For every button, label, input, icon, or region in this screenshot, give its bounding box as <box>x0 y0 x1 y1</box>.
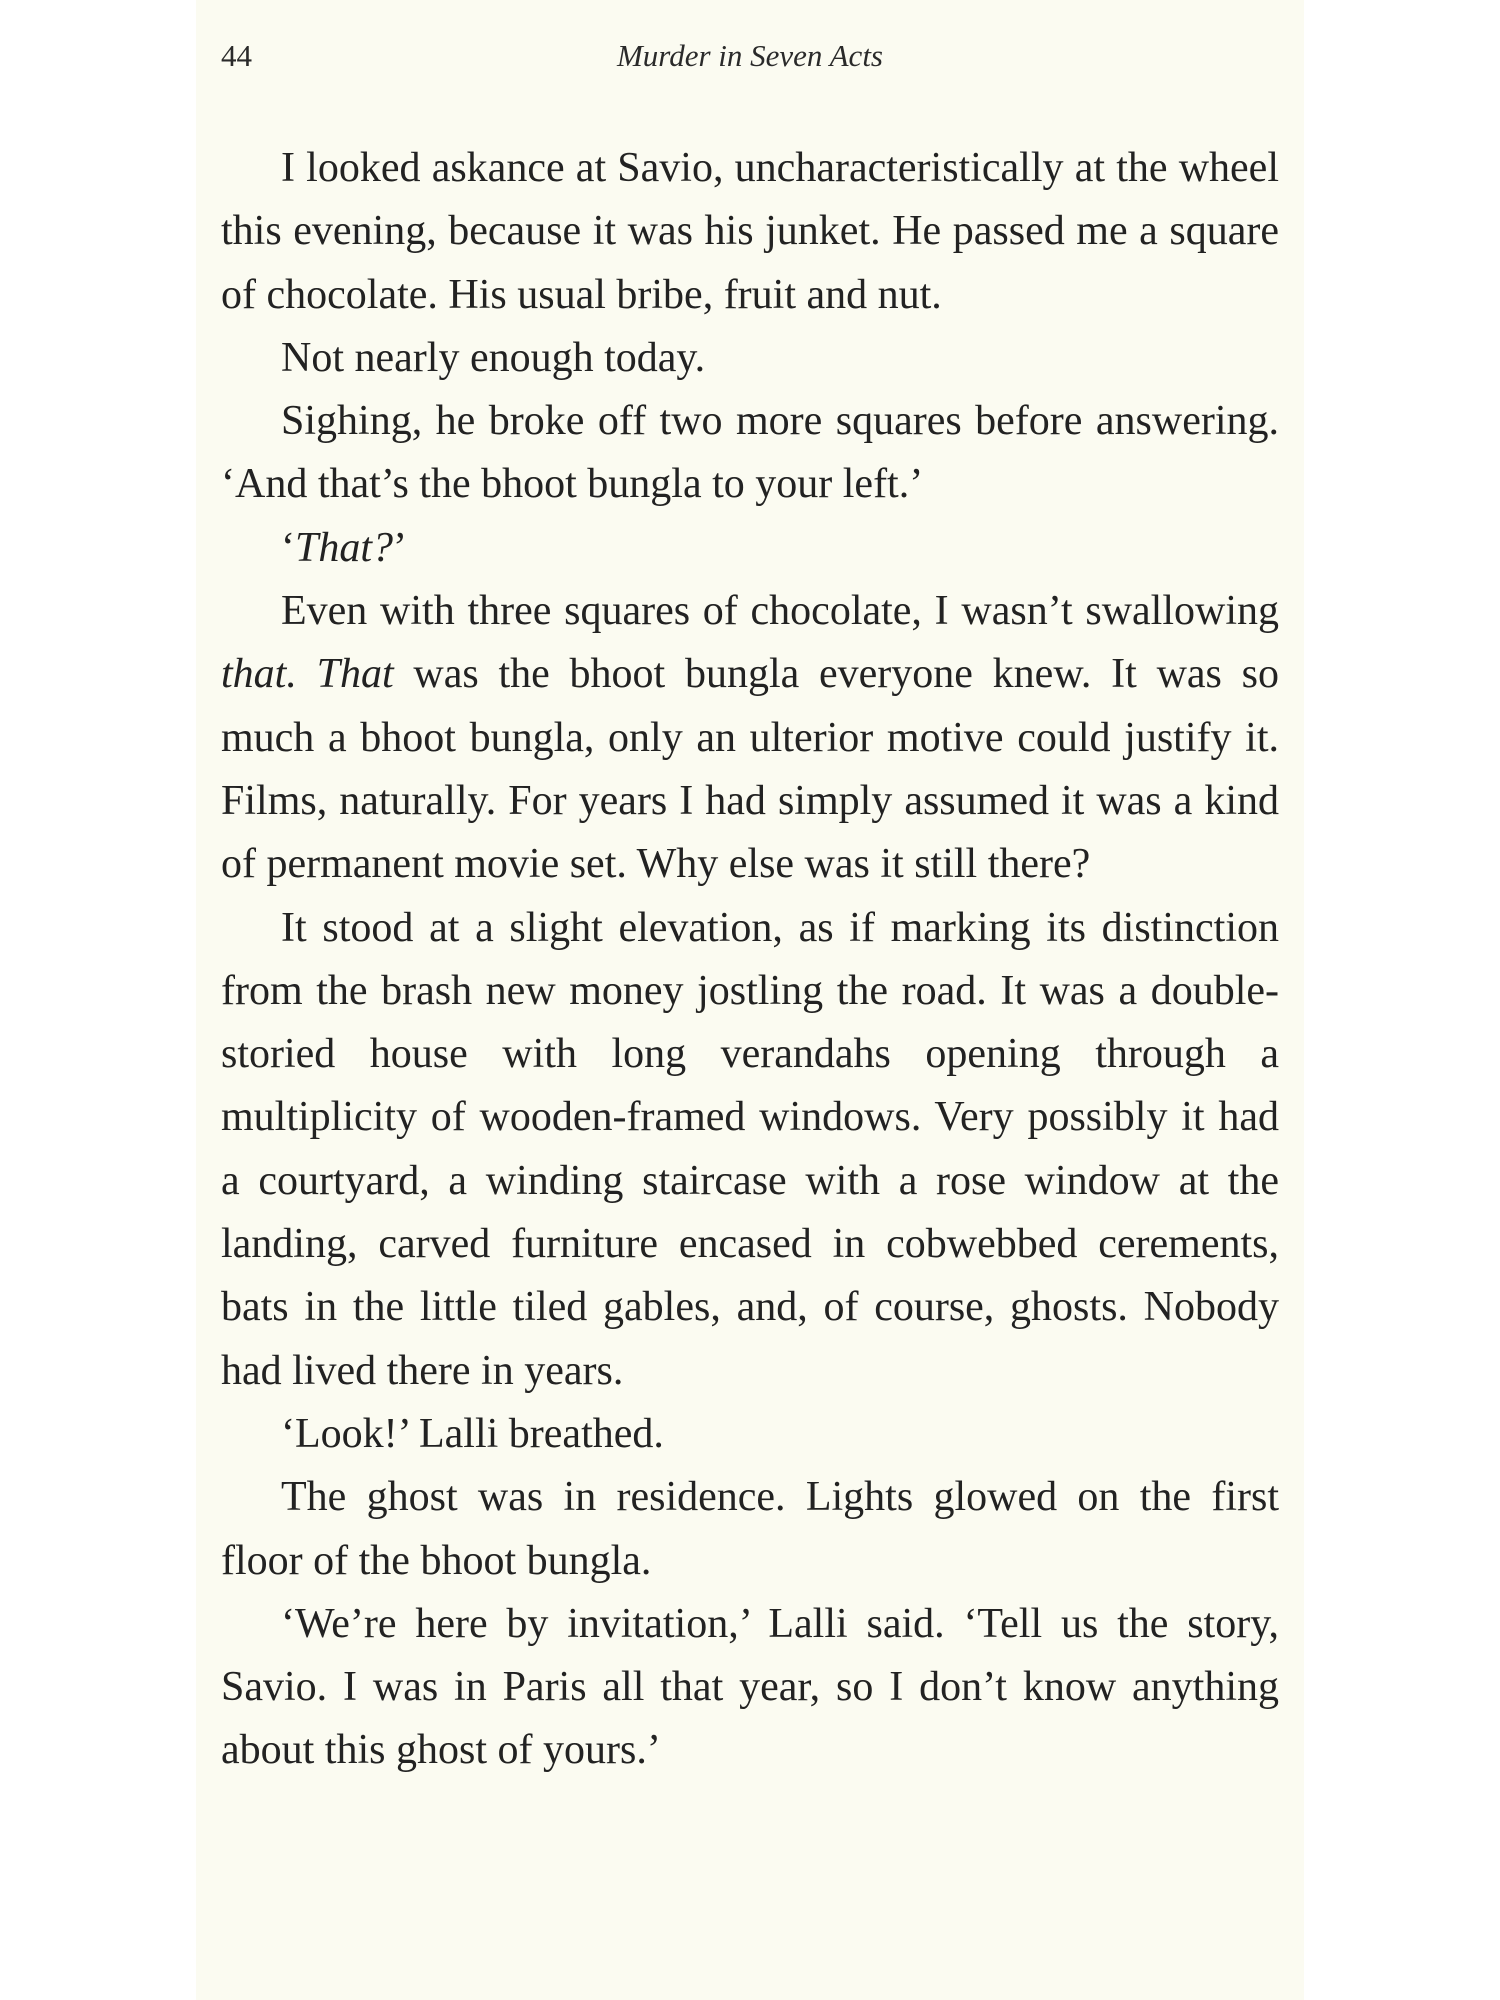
italic-that-upper: That <box>316 651 394 698</box>
paragraph-5 <box>221 580 1279 896</box>
running-title: Murder in Seven Acts <box>616 38 883 73</box>
paragraph-3: Sighing, he broke off two more squares before answering. ‘And that’s the bhoot bungla to your left.’ <box>221 398 1279 508</box>
paragraph-1: I looked askance at Savio, uncharacteristically at the wheel this evening, because it was his junket. He passed me a square of chocolate. His usual bribe, fruit and nut. <box>221 145 1279 318</box>
page-number: 44 <box>221 38 252 73</box>
page-header <box>221 38 1279 78</box>
body-text <box>221 137 1279 1783</box>
paragraph-6: It stood at a slight elevation, as if marking its distinction from the brash new money jostling the road. It was a double-storied house with long verandahs opening through a multiplicity of wooden-framed windows. Very possibly it had a courtyard, a winding staircase with a rose window at the landing, carved furniture encased in cobwebbed cerements, bats in the little tiled gables, and, of course, ghosts. Nobody had lived there in years. <box>221 904 1279 1394</box>
italic-that-lower: that. <box>221 651 297 698</box>
italic-that-question: That? <box>295 524 394 571</box>
open-quote: ‘ <box>281 524 295 571</box>
close-quote: ’ <box>393 524 408 571</box>
paragraph-8: The ghost was in residence. Lights glowed on the first floor of the bhoot bungla. <box>221 1474 1279 1584</box>
p5-part-a: Even with three squares of chocolate, I wasn’t swallowing <box>281 588 1279 635</box>
paragraph-4 <box>221 517 1279 580</box>
p5-part-b <box>297 651 317 697</box>
paragraph-9: ‘We’re here by invitation,’ Lalli said. ‘Tell us the story, Savio. I was in Paris all that year, so I don’t know anything about this ghost of yours.’ <box>221 1600 1279 1774</box>
p5-part-c: was the bhoot bungla everyone knew. It was so much a bhoot bungla, only an ulterior motive could justify it. Films, naturally. For years I had simply assumed it was a kind of permanent movie set. Why else was it still there? <box>221 651 1279 888</box>
paragraph-7: ‘Look!’ Lalli breathed. <box>281 1410 664 1457</box>
paragraph-2: Not nearly enough today. <box>281 334 706 381</box>
